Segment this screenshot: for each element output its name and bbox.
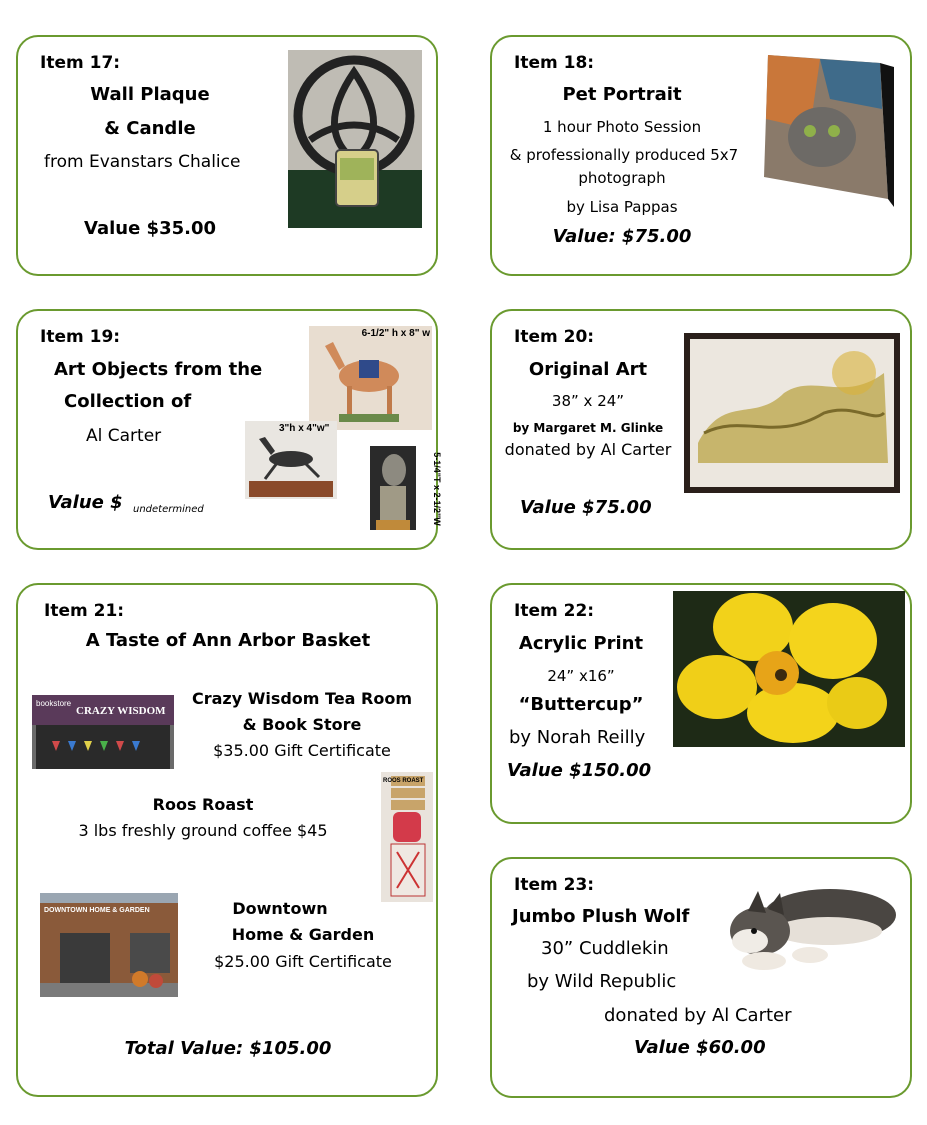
item-18-value: Value: $75.00 bbox=[552, 226, 692, 247]
item-18-title: Pet Portrait bbox=[562, 84, 682, 105]
item-22-value: Value $150.00 bbox=[507, 760, 652, 781]
item-20-value: Value $75.00 bbox=[520, 497, 652, 518]
item-22-card bbox=[490, 583, 912, 824]
tang-horse-photo bbox=[309, 326, 432, 430]
item-19-value-note: undetermined bbox=[133, 504, 204, 515]
item-23-donated: donated by Al Carter bbox=[604, 1005, 792, 1026]
tang-horse-dimensions: 6-1/2" h x 8" w bbox=[361, 328, 430, 339]
bronze-horse-dimensions: 3"h x 4"w" bbox=[279, 423, 330, 434]
cat-portrait-photo bbox=[760, 49, 896, 209]
item-17-title-line2: & Candle bbox=[104, 118, 196, 139]
glass-bust-dimensions: 5-1/4"T x 2-1/2"W bbox=[431, 452, 442, 526]
downtown-home-garden-photo bbox=[40, 893, 178, 997]
item-22-size: 24” x16” bbox=[547, 667, 615, 685]
item-18-line1: 1 hour Photo Session bbox=[542, 118, 702, 136]
item-19-title-line1: Art Objects from the bbox=[54, 359, 263, 380]
item-21-card bbox=[16, 583, 438, 1097]
item-20-size: 38” x 24” bbox=[551, 392, 625, 410]
buttercup-photo bbox=[673, 591, 905, 747]
item-18-card bbox=[490, 35, 912, 276]
item-17-heading: Item 17: bbox=[40, 53, 121, 73]
item-21-heading: Item 21: bbox=[44, 601, 125, 621]
downtown-name-line2: Home & Garden bbox=[231, 925, 375, 944]
item-19-name: Al Carter bbox=[86, 426, 162, 446]
roos-roast-photo bbox=[381, 772, 433, 902]
crazy-wisdom-name-line2: & Book Store bbox=[242, 715, 362, 734]
crazy-wisdom-gift: $35.00 Gift Certificate bbox=[213, 741, 391, 760]
item-20-donated: donated by Al Carter bbox=[504, 440, 672, 459]
original-art-photo bbox=[684, 333, 900, 493]
item-17-from: from Evanstars Chalice bbox=[44, 152, 241, 172]
glass-bust-photo bbox=[368, 444, 442, 532]
item-23-by: by Wild Republic bbox=[527, 971, 677, 992]
item-22-title: Acrylic Print bbox=[518, 633, 644, 654]
downtown-gift: $25.00 Gift Certificate bbox=[214, 952, 392, 971]
crazy-wisdom-name-line1: Crazy Wisdom Tea Room bbox=[191, 689, 413, 708]
item-19-card bbox=[16, 309, 442, 550]
crazy-wisdom-sign: CRAZY WISDOM bbox=[76, 705, 166, 717]
item-23-card bbox=[490, 857, 912, 1098]
item-17-value: Value $35.00 bbox=[84, 218, 217, 239]
roos-roast-bag-label: ROOS ROAST bbox=[383, 778, 424, 784]
roos-roast-detail: 3 lbs freshly ground coffee $45 bbox=[78, 821, 328, 840]
item-17-title-line1: Wall Plaque bbox=[90, 84, 210, 105]
item-17-card bbox=[16, 35, 438, 276]
downtown-sign: DOWNTOWN HOME & GARDEN bbox=[44, 907, 150, 914]
item-21-title: A Taste of Ann Arbor Basket bbox=[85, 630, 371, 651]
item-23-value: Value $60.00 bbox=[634, 1037, 766, 1058]
item-20-card bbox=[490, 309, 912, 550]
item-18-line3: photograph bbox=[578, 169, 666, 187]
item-23-title: Jumbo Plush Wolf bbox=[512, 906, 690, 927]
item-22-heading: Item 22: bbox=[514, 601, 595, 621]
item-22-by: by Norah Reilly bbox=[509, 727, 646, 748]
item-18-line2: & professionally produced 5x7 bbox=[509, 146, 739, 164]
roos-roast-name: Roos Roast bbox=[152, 795, 254, 814]
plush-wolf-photo bbox=[710, 869, 902, 981]
item-23-heading: Item 23: bbox=[514, 875, 595, 895]
item-23-line1: 30” Cuddlekin bbox=[541, 938, 669, 959]
item-18-by: by Lisa Pappas bbox=[566, 198, 678, 216]
item-21-total-value: Total Value: $105.00 bbox=[124, 1038, 332, 1059]
item-19-heading: Item 19: bbox=[40, 327, 121, 347]
item-19-title-line2: Collection of bbox=[64, 391, 192, 412]
item-20-heading: Item 20: bbox=[514, 327, 595, 347]
item-19-value: Value $ bbox=[48, 492, 123, 513]
crazy-wisdom-sign-small: bookstore bbox=[36, 699, 72, 708]
item-20-by: by Margaret M. Glinke bbox=[512, 421, 664, 435]
item-20-title: Original Art bbox=[528, 359, 648, 380]
item-18-heading: Item 18: bbox=[514, 53, 595, 73]
crazy-wisdom-photo bbox=[32, 695, 174, 769]
bronze-horse-photo bbox=[245, 421, 337, 499]
downtown-name-line1: Downtown bbox=[232, 899, 328, 918]
item-22-name: “Buttercup” bbox=[518, 694, 644, 715]
plaque-candle-photo bbox=[288, 50, 422, 228]
